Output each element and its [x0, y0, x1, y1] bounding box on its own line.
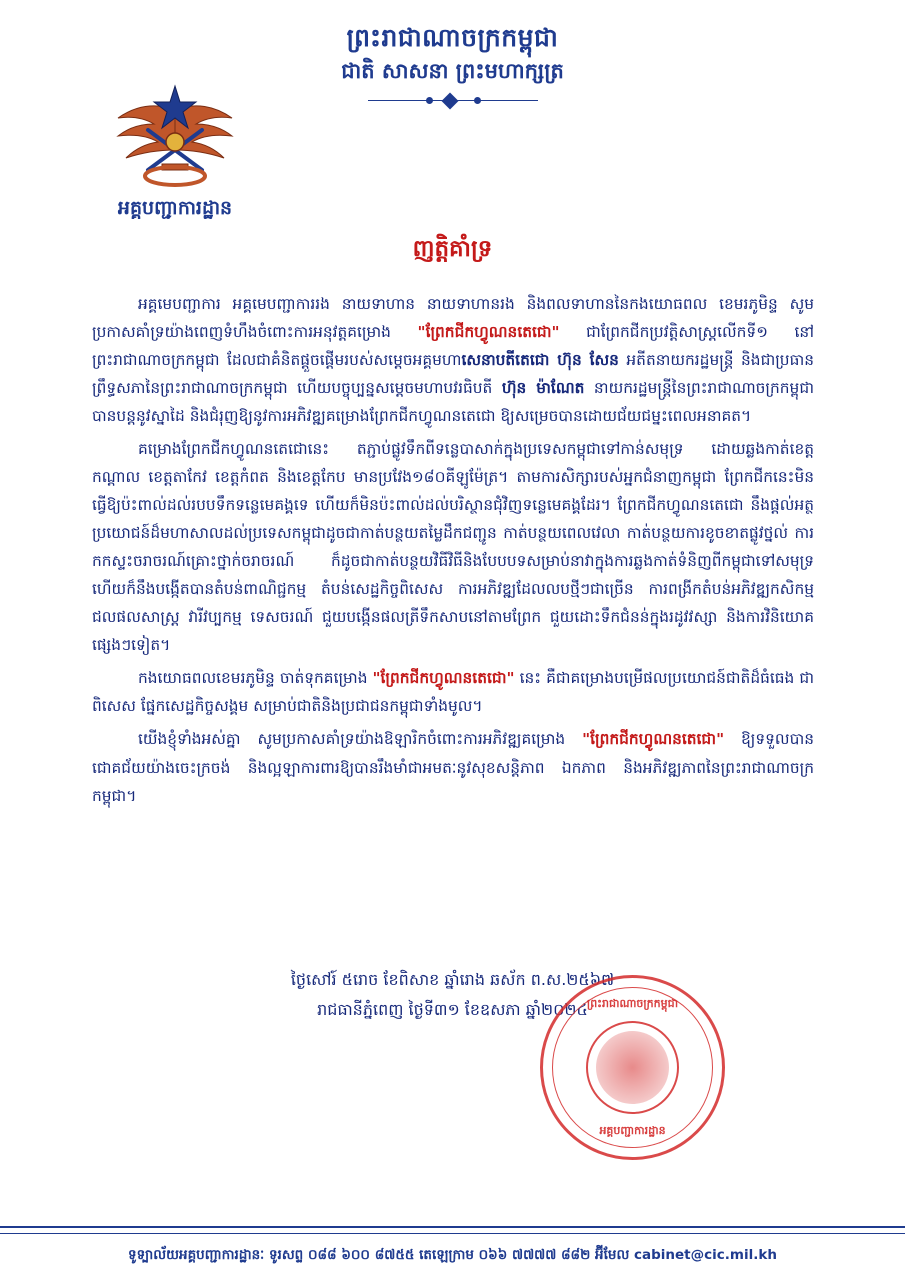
paragraph-2	[92, 435, 814, 659]
emblem-block	[75, 72, 275, 224]
ornamental-divider	[368, 93, 538, 107]
p4-part-b: ឱ្យទទួលបានជោគជ័យយ៉ាងចេះក្រចង់ និងល្អឡាការពារឱ្យបានរឹងមាំជាអមតៈនូវសុខសន្តិភាព ឯកភាព និងអភិវឌ្ឍភាពនៃព្រះរាជាណាចក្រកម្ពុជា។	[92, 730, 814, 805]
paragraph-1	[92, 290, 814, 430]
document-title: ញត្តិគាំទ្រ	[412, 236, 493, 262]
p1-part-c: អតីតនាយករដ្ឋមន្ត្រី និងជាប្រធានព្រឹទ្ធសភានៃព្រះរាជាណាចក្រកម្ពុជា ហើយបច្ចុប្បន្នសម្តេចមហាបវរធិបតី	[92, 351, 814, 398]
p1-part-a: អគ្គមេបញ្ជាការ អគ្គមេបញ្ជាការរង នាយទាហាន នាយទាហានរង និងពលទាហាននៃកងយោធពល ខេមរភូមិន្ទ សូមប្រកាសគាំទ្រយ៉ាងពេញទំហឹងចំពោះការអនុវត្តគម្រោង	[92, 295, 814, 342]
official-seal-stamp	[540, 975, 725, 1160]
p3-part-b: នេះ គឺជាគម្រោងបម្រើផលប្រយោជន៍ជាតិដ៏ធំធេង ជាពិសេស ផ្នែកសេដ្ឋកិច្ចសង្គម សម្រាប់ជាតិនិងប្រជាជនកម្ពុជាទាំងមូល។	[92, 669, 815, 716]
footer-rule-thin	[0, 1233, 905, 1234]
date-gregorian: រាជធានីភ្នំពេញ ថ្ងៃទី៣១ ខែឧសភា ឆ្នាំ២០២៤	[317, 999, 588, 1019]
military-emblem-icon	[100, 72, 250, 192]
seal-center-emblem-icon	[596, 1031, 669, 1104]
p1-project-name: "ព្រែកជីកហ្វូណនតេជោ"	[417, 323, 560, 342]
p2-text: គម្រោងព្រែកជីកហ្វូណនតេជោនេះ តភ្ជាប់ផ្លូវទឹកពីទន្លេបាសាក់ក្នុងប្រទេសកម្ពុជាទៅកាន់សមុទ្រ ដោយឆ្លងកាត់ខេត្តកណ្តាល ខេត្តតាកែវ ខេត្តកំពត និងខេត្តកែប មានប្រវែង១៨០គីឡូម៉ែត្រ។ តាមការសិក្សារបស់អ្នកជំនាញកម្ពុជា ព្រែកជីកនេះមិនធ្វើឱ្យប៉ះពាល់ដល់របបទឹកទន្លេមេគង្គទេ ហើយក៏មិនប៉ះពាល់ដល់បរិស្ថានជុំវិញទន្លេមេគង្គដែរ។ ព្រែកជីកហ្វូណនតេជោ នឹងផ្តល់អត្ថប្រយោជន៍ដ៏មហាសាលដល់ប្រទេសកម្ពុជាដូចជាកាត់បន្ថយតម្លៃដឹកជញ្ជូន កាត់បន្ថយពេលវេលា កាត់បន្ថយការខូចខាតផ្លូវថ្នល់ ការកកស្ទះចរាចរណ៍គ្រោះថ្នាក់ចរាចរណ៍ ក៏ដូចជាកាត់បន្ថយវិធីវិធីនិងបែបបទសម្រាប់នាវាក្នុងការឆ្លងកាត់ទំនិញពីកម្ពុជាទៅសមុទ្រ ហើយក៏នឹងបង្កើតបានតំបន់ពាណិជ្ជកម្ម តំបន់សេដ្ឋកិច្ចពិសេស ការអភិវឌ្ឍដែលលបថ្មីៗជាច្រើន ការពង្រីកតំបន់អភិវឌ្ឍកសិកម្ម ជលផលសាស្ត្រ វារីវប្បកម្ម ទេសចរណ៍ ជួយបង្កើនផលត្រីទឹកសាបនៅតាមព្រែក ជួយដោះទឹកជំនន់ក្នុងរដូវវស្សា និងការវិនិយោគផ្សេងៗទៀត។	[92, 440, 814, 655]
footer-rule-thick	[0, 1226, 905, 1228]
p4-part-a: យើងខ្ញុំទាំងអស់គ្នា សូមប្រកាសគាំទ្រយ៉ាងឱឡារិកចំពោះការអភិវឌ្ឍគម្រោង	[138, 730, 583, 749]
date-buddhist-era: ថ្ងៃសៅរ៍ ៥រោច ខែពិសាខ ឆ្នាំរោង ឆស័ក ព.ស.២៥៦៧	[290, 970, 615, 989]
kingdom-title-line1: ព្រះរាជាណាចក្រកម្ពុជា	[346, 23, 559, 52]
p3-part-a: កងយោធពលខេមរភូមិន្ទ ចាត់ទុកគម្រោង	[138, 669, 373, 688]
paragraph-3	[92, 664, 814, 720]
p1-person-1: សេនាបតីតេជោ ហ៊ុន សែន	[461, 351, 619, 370]
divider-dot-left	[426, 97, 433, 104]
p1-person-2: ហ៊ុន ម៉ាណែត	[501, 379, 585, 398]
signature-date-block	[0, 965, 905, 1024]
divider-dot-right	[474, 97, 481, 104]
kingdom-motto-line: ជាតិ សាសនា ព្រះមហាក្សត្រ	[341, 59, 564, 84]
seal-bottom-text: អគ្គបញ្ជាការដ្ឋាន	[599, 1124, 666, 1137]
divider-diamond	[441, 92, 458, 109]
p1-part-b: ជាព្រែកជីកប្រវត្តិសាស្ត្រលើកទី១ នៅព្រះរាជាណាចក្រកម្ពុជា ដែលជាគំនិតផ្តួចផ្តើមរបស់សម្តេចអគ្គមហា	[92, 323, 814, 370]
paragraph-4	[92, 725, 814, 809]
seal-top-text: ព្រះរាជាណាចក្រកម្ពុជា	[586, 997, 679, 1010]
p3-project-name: "ព្រែកជីកហ្វូណនតេជោ"	[372, 669, 515, 688]
document-body	[92, 290, 814, 815]
footer-contact: ទូទ្បាល័យអគ្គបញ្ជាការដ្ឋានៈ ទូរសព្ទ ០៨៨ ៦០០ ៨៧៥៥ តេឡេក្រាម ០៦៦ ៧៧៧៧ ៨៨២ អ៊ីមែល cabinet@cic.mil.kh	[128, 1247, 777, 1263]
p4-project-name: "ព្រែកជីកហ្វូណនតេជោ"	[582, 730, 725, 749]
emblem-caption: អគ្គបញ្ជាការដ្ឋាន	[117, 197, 233, 219]
p1-part-d: នាយករដ្ឋមន្ត្រីនៃព្រះរាជាណាចក្រកម្ពុជា បានបន្តនូវស្នាដៃ និងជំរុញឱ្យនូវការអភិវឌ្ឍគម្រោងព្រែកជីកហ្វូណនតេជោ ឱ្យសម្រេចបានដោយជ័យជម្នះពេលអនាគត។	[92, 379, 814, 426]
